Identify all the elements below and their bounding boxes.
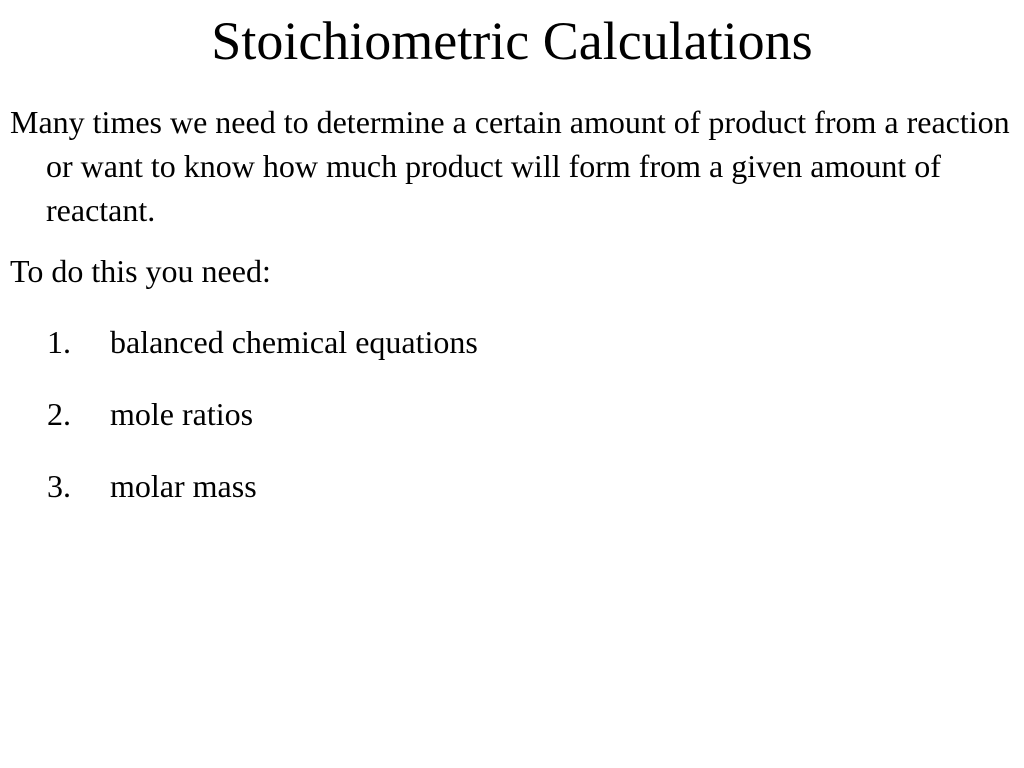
list-item-text: molar mass [110, 468, 257, 504]
list-item-number: 2. [47, 396, 71, 432]
list-item [47, 320, 478, 392]
slide-title: Stoichiometric Calculations [211, 11, 813, 71]
steps-list [47, 320, 478, 536]
lead-paragraph: To do this you need: [10, 253, 271, 289]
intro-paragraph: Many times we need to determine a certain amount of product from a reaction or want to know how much product will form from a given amount of reactant. [10, 104, 1010, 228]
list-item-text: balanced chemical equations [110, 324, 478, 360]
list-item-number: 1. [47, 324, 71, 360]
list-item-number: 3. [47, 468, 71, 504]
list-item [47, 464, 478, 536]
list-item-text: mole ratios [110, 396, 254, 432]
list-item [47, 392, 478, 464]
